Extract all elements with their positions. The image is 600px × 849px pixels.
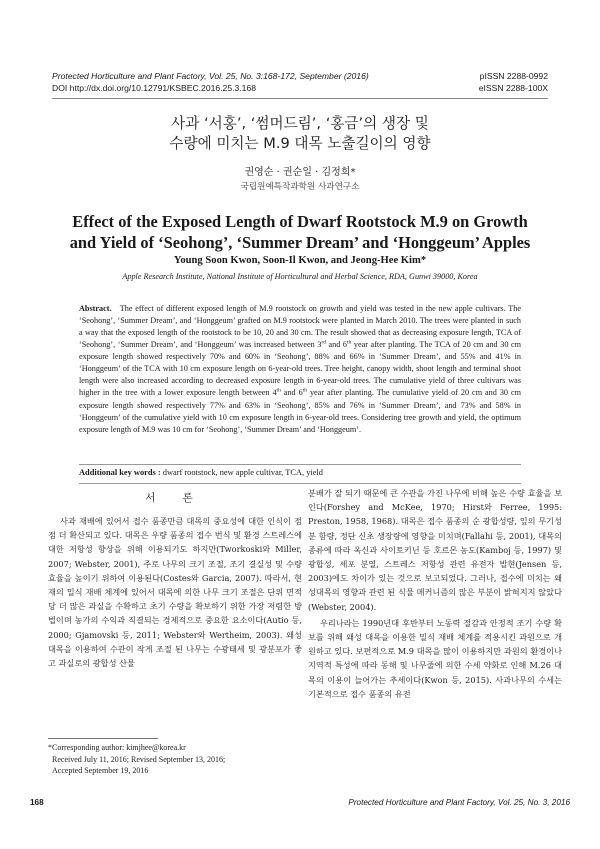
korean-title-line-1: 사과 ‘서홍’, ‘썸머드림’, ‘홍금’의 생장 및 [171, 115, 429, 132]
body-column-right [308, 486, 562, 701]
pissn: pISSN 2288-0992 [479, 71, 548, 81]
accepted-date: Accepted September 19, 2016 [52, 766, 149, 775]
eissn: eISSN 2288-100X [478, 83, 548, 93]
superscript: th [302, 387, 307, 394]
body-paragraph: 사과 재배에 있어서 접수 품종만큼 대목의 중요성에 대한 인식이 점점 더 확산되고 있다. 대목은 우량 품종의 접수 번식 및 환경 스트레스에 대한 저항성 향상을 위해 이용되기도 하지만(Tworkoski와 Miller, 2007; Webster, 2001), 주로 나무의 크기 조절, 조기 결실성 및 수량 효율을 높이기 위하여 이용된다(Costes와 Garcia, 2007). 따라서, 현재의 밀식 재배 체계에 있어서 대목에 의한 나무 크기 조절은 단위 면적 당 더 많은 과실을 수확하고 초기 수량을 확보하기 위한 가장 저렴한 방법이며 농가의 수익과 직결되는 경제적으로 중요한 요소이다(Autio 등, 2000; Gjamovski 등, 2011; Webster와 Wertheim, 2003). 왜성 대목을 이용하여 수관이 작게 조절 된 나무는 수광태세 및 광분포가 좋고 과실로의 광합성 산물 [48, 516, 302, 669]
english-affiliation: Apple Research Institute, National Institute of Horticultural and Herbal Science, RDA, Gunwi 39000, Korea [122, 272, 478, 281]
issn-block [408, 70, 548, 94]
corresponding-author: *Corresponding author: kimjhee@korea.kr [48, 743, 186, 752]
superscript: th [347, 339, 352, 346]
korean-title-line-2: 수량에 미치는 M.9 대목 노출길이의 영향 [169, 135, 431, 152]
section-heading-introduction: 서 론 [145, 492, 205, 504]
keywords-text: dwarf rootstock, new apple cultivar, TCA, yield [162, 468, 323, 477]
abstract-text-4: and 6 [280, 388, 303, 398]
doi-line: DOI http://dx.doi.org/10.12791/KSBEC.2016.25.3.168 [52, 83, 257, 93]
abstract [79, 303, 521, 436]
body-column-left [48, 514, 302, 670]
abstract-text-2: and 6 [325, 340, 348, 350]
english-authors: Young Soon Kwon, Soon-Il Kwon, and Jeong-Hee Kim* [173, 255, 427, 266]
english-title-line-1: Effect of the Exposed Length of Dwarf Rootstock M.9 on Growth [72, 212, 528, 231]
footer-journal: Protected Horticulture and Plant Factory, Vol. 25, No. 3, 2016 [348, 798, 570, 807]
keywords-rule-top [79, 464, 521, 465]
korean-authors: 권영순 · 권순일 · 김정희* [244, 167, 356, 178]
keywords [79, 468, 521, 477]
english-title-line-2: and Yield of ‘Seohong’, ‘Summer Dream’ and ‘Honggeum’ Apples [69, 233, 531, 252]
english-title [56, 211, 544, 253]
page-number: 168 [30, 798, 44, 807]
abstract-text-1: The effect of different exposed length of M.9 rootstock on growth and yield was tested in the new apple cultivars. The ‘Seohong’, ‘Summer Dream’, and ‘Honggeum’ grafted on M.9 rootstock were planted in March 2010. The trees were planted in such a way that the exposed length of the rootstock to be 10, 20 and 30 cm. The result showed that as decreasing exposure length, TCA of ‘Seohong’, ‘Summer Dream’, and ‘Honggeum’ was increased between 3 [79, 304, 522, 350]
footnote [48, 742, 302, 777]
abstract-label: Abstract. [79, 304, 112, 313]
keywords-rule-bottom [79, 483, 521, 484]
journal-citation: Protected Horticulture and Plant Factory, Vol. 25, No. 3:168-172, September (2016) [52, 71, 369, 81]
superscript: rd [321, 339, 326, 346]
header-divider [52, 98, 548, 99]
superscript: th [276, 387, 281, 394]
abstract-text-3: year after planting. The TCA of 20 cm and 30 cm exposure length showed respectively 70% and 60% in ‘Seohong’, 88% and 66% in ‘Summer Dream’, and 55% and 41% in ‘Honggeum’ of the TCA with 10 cm exposure length on 6-year-old trees. Tree height, canopy width, shoot length and terminal shoot length were also increased according to decreased exposure length in 6-year-old trees. The cumulative yield of three cultivars was higher in the tree with a lower exposure length between 4 [79, 340, 521, 398]
abstract-text-5: year after planting. The cumulative yield of 20 cm and 30 cm exposure length showed respectively 77% and 63% in ‘Seohong’, 85% and 76% in ‘Summer Dream’, and 73% and 58% in ‘Honggeum’ of the cumulative yield with 10 cm exposure length in 6-year-old trees. Considering tree growth and yield, the optimum exposure length of M.9 was 10 cm for ‘Seohong’, ‘Summer Dream’ and ‘Honggeum’. [79, 388, 522, 434]
body-paragraph: 분배가 잘 되기 때문에 큰 수관을 가진 나무에 비해 높은 수량 효율을 보인다(Forshey and McKee, 1970; Hirst와 Ferree, 1995: Preston, 1958, 1968). 대목은 접수 품종의 순 광합성량, 잎의 무기성분 함량, 정단 신초 생장량에 영향을 미치며(Fallahi 등, 2001), 대목의 종류에 따라 옥신과 사이토키닌 등 호르몬 농도(Kamboj 등, 1997) 및 광합성, 세포 분열, 스트레스 저항성 관련 유전자 발현(Jensen 등, 2003)에도 차이가 있는 것으로 보고되었다. 그러나, 접수에 미치는 왜성대목의 영향과 관련 된 식물 메커니즘의 많은 부분이 밝혀지지 않았다(Webster, 2004). [308, 488, 562, 612]
body-paragraph: 우리나라는 1990년대 후반부터 노동력 절감과 안정적 조기 수량 확보를 위해 왜성 대목을 이용한 밀식 재배 체계를 적용시킨 과원으로 개원하고 있다. 보편적으로 M.9 대목을 많이 이용하지만 과원의 환경이나 지역적 특성에 따라 동해 및 나무줄에 의한 수세 약화로 인해 M.26 대목의 이용이 늘어가는 추세이다(Kwon 등, 2015). 사과나무의 수세는 기본적으로 접수 품종의 유전 [308, 617, 562, 699]
korean-title [60, 114, 540, 154]
citation-block [52, 70, 412, 94]
keywords-label: Additional key words : [79, 468, 161, 477]
footnote-divider [48, 738, 158, 739]
korean-affiliation: 국립원예특작과학원 사과연구소 [240, 182, 360, 192]
received-date: Received July 11, 2016; Revised September 13, 2016; [52, 754, 226, 764]
